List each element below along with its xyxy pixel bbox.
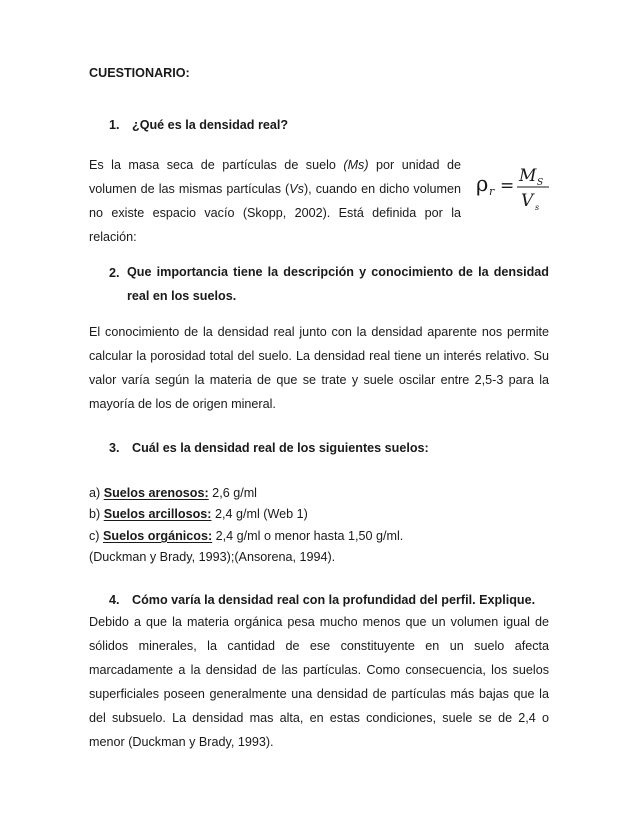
q3-heading: Cuál es la densidad real de los siguientes suelos: bbox=[132, 441, 429, 455]
q4-answer-line-1: Debido a que la materia orgánica pesa mucho menos que un volumen igual de bbox=[89, 615, 549, 629]
q1-answer-line-4: relación: bbox=[89, 230, 137, 244]
q4-answer bbox=[89, 610, 549, 754]
q3-item-organicos: c) Suelos orgánicos: 2,4 g/ml o menor hasta 1,50 g/ml. bbox=[89, 529, 404, 543]
q1-answer-line-3: no existe espacio vacío (Skopp, 2002). Está definida por la bbox=[89, 206, 461, 220]
q3-item-arcillosos: b) Suelos arcillosos: 2,4 g/ml (Web 1) bbox=[89, 507, 308, 521]
q1-number: 1. bbox=[109, 118, 120, 132]
q2-heading-line-1: Que importancia tiene la descripción y conocimiento de la densidad bbox=[127, 265, 549, 279]
formula-denominator-subscript: s bbox=[535, 203, 540, 212]
q2-number: 2. bbox=[109, 266, 120, 280]
formula-equals: = bbox=[500, 176, 515, 196]
q1-answer bbox=[89, 153, 461, 249]
formula-numerator: M bbox=[519, 166, 537, 186]
q2-answer-line-1: El conocimiento de la densidad real junto con la densidad aparente nos permite bbox=[89, 325, 549, 339]
page-title: CUESTIONARIO: bbox=[89, 66, 190, 80]
q4-answer-line-2: sólidos minerales, la cantidad de ese constituyente en un suelo afecta bbox=[89, 639, 549, 653]
q2-answer-line-4: mayoría de los de origen mineral. bbox=[89, 397, 276, 411]
q2-answer bbox=[89, 320, 549, 416]
q2-answer-line-2: calcular la porosidad total del suelo. La densidad real tiene un interés relativo. Su bbox=[89, 349, 549, 363]
q1-heading: ¿Qué es la densidad real? bbox=[132, 118, 289, 132]
q3-number: 3. bbox=[109, 441, 120, 455]
q4-answer-line-4: superficiales poseen generalmente una densidad de partículas más bajas que la bbox=[89, 687, 549, 701]
q4-answer-line-5: del subsuelo. La densidad mas alta, en estas condiciones, suele se de 2,4 o bbox=[89, 711, 549, 725]
formula-rho: ρ bbox=[476, 172, 489, 196]
q4-answer-line-3: marcadamente a la densidad de las partículas. Como consecuencia, los suelos bbox=[89, 663, 549, 677]
q4-answer-line-6: menor (Duckman y Brady, 1993). bbox=[89, 735, 274, 749]
q2-heading-line-2: real en los suelos. bbox=[127, 289, 237, 303]
q3-citation: (Duckman y Brady, 1993);(Ansorena, 1994). bbox=[89, 550, 336, 564]
q2-answer-line-3: valor varía según la materia de que se trate y suele oscilar entre 2,5-3 para la bbox=[89, 373, 549, 387]
q4-number: 4. bbox=[109, 593, 120, 607]
q2-heading bbox=[127, 260, 549, 308]
formula-numerator-subscript: S bbox=[537, 178, 544, 188]
density-formula bbox=[476, 160, 556, 218]
formula-rho-subscript: r bbox=[489, 185, 495, 198]
q1-answer-line-2: volumen de las mismas partículas (Vs), cuando en dicho volumen bbox=[89, 182, 461, 196]
q4-heading: Cómo varía la densidad real con la profundidad del perfil. Explique. bbox=[132, 593, 536, 607]
q3-item-arenosos: a) Suelos arenosos: 2,6 g/ml bbox=[89, 486, 257, 500]
formula-denominator: V bbox=[521, 191, 534, 211]
q1-answer-line-1: Es la masa seca de partículas de suelo (Ms) por unidad de bbox=[89, 158, 461, 172]
